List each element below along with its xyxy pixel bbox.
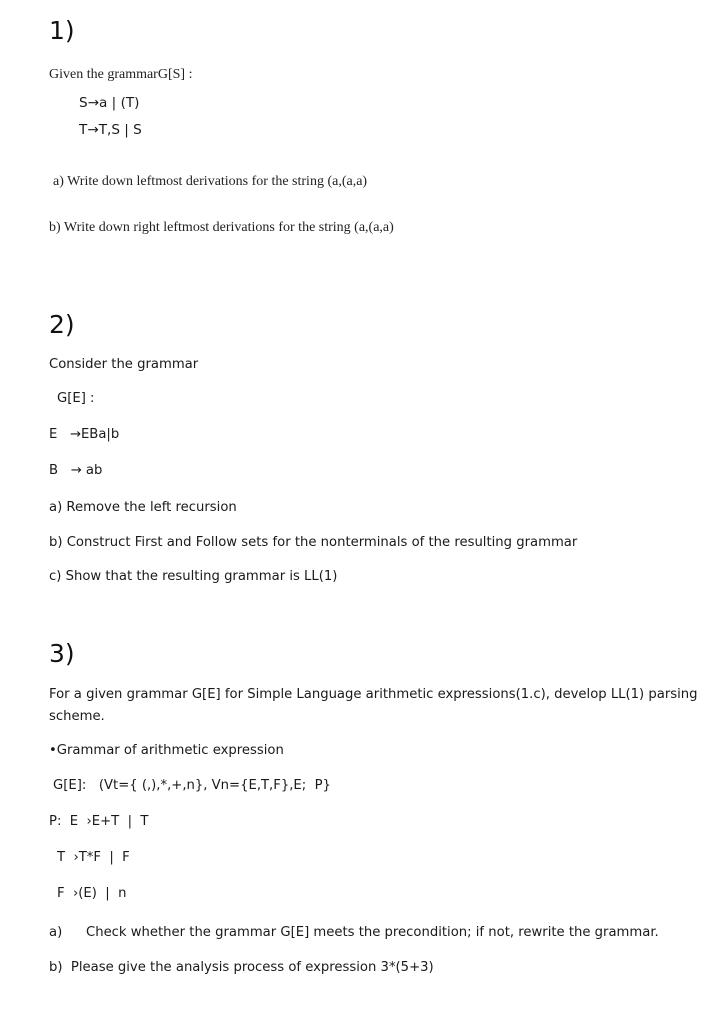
question-3-bullet: •Grammar of arithmetic expression bbox=[49, 743, 284, 758]
question-3-rule-e: P: E ›E+T | T bbox=[49, 814, 149, 829]
question-3-grammar-definition: G[E]: (Vt={ (,),*,+,n}, Vn={E,T,F},E; P} bbox=[53, 778, 331, 793]
question-2-rule-b: B → ab bbox=[49, 463, 103, 478]
question-3-part-a: Check whether the grammar G[E] meets the precondition; if not, rewrite the grammar. bbox=[86, 925, 659, 940]
question-2-intro: Consider the grammar bbox=[49, 357, 199, 372]
question-3-rule-t: T ›T*F | F bbox=[57, 850, 130, 865]
question-2-rule-e: E →EBa|b bbox=[49, 427, 120, 442]
question-2-part-a: a) Remove the left recursion bbox=[49, 500, 237, 515]
question-3-part-b: b) Please give the analysis process of expression 3*(5+3) bbox=[49, 960, 434, 975]
question-1-part-a: a) Write down leftmost derivations for the string (a,(a,a) bbox=[53, 174, 368, 189]
question-3-part-a-label: a) bbox=[49, 925, 63, 940]
question-1-part-b: b) Write down right leftmost derivations for the string (a,(a,a) bbox=[49, 220, 394, 235]
question-3-intro: For a given grammar G[E] for Simple Language arithmetic expressions(1.c), develop LL(1) parsing scheme. bbox=[49, 687, 698, 724]
question-2-grammar-name: G[E] : bbox=[57, 391, 95, 406]
question-2-number: 2) bbox=[49, 310, 75, 339]
question-3-rule-f: F ›(E) | n bbox=[57, 886, 127, 901]
question-1-number: 1) bbox=[49, 16, 75, 45]
question-1-intro: Given the grammarG[S] : bbox=[49, 67, 193, 82]
grammar-rule-s: S→a | (T) bbox=[79, 95, 140, 111]
question-3-number: 3) bbox=[49, 639, 75, 668]
question-2-part-b: b) Construct First and Follow sets for the nonterminals of the resulting grammar bbox=[49, 535, 578, 550]
question-2-part-c: c) Show that the resulting grammar is LL(1) bbox=[49, 569, 338, 584]
grammar-rule-t: T→T,S | S bbox=[79, 122, 142, 138]
